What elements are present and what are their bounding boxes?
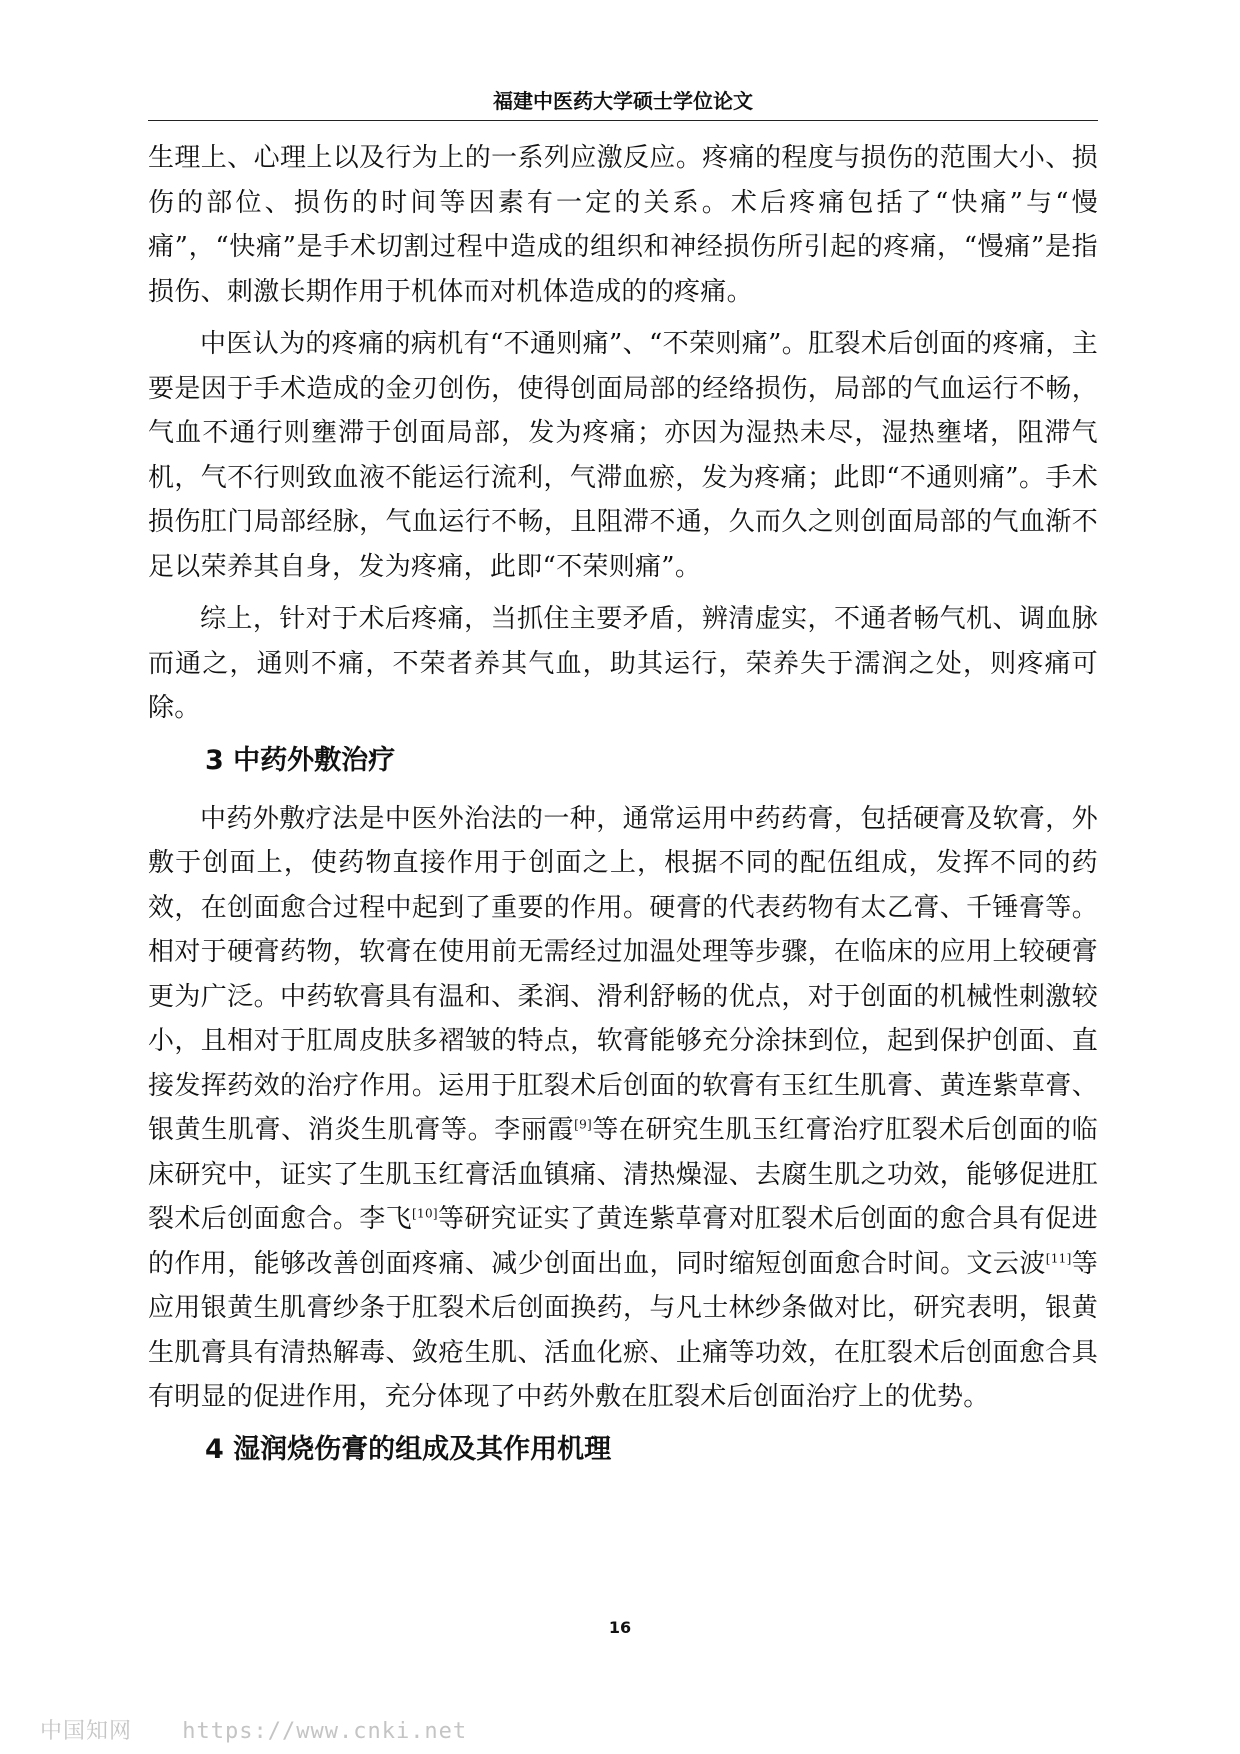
section-heading-4: 4 湿润烧伤膏的组成及其作用机理 — [205, 1433, 612, 1465]
header-title: 福建中医药大学硕士学位论文 — [493, 89, 753, 113]
citation-ref-9[interactable]: [9] — [574, 1117, 592, 1132]
paragraph-text: 等应用银黄生肌膏纱条于肛裂术后创面换药，与凡士林纱条做对比，研究表明，银黄生肌膏具有清热解毒、敛疮生肌、活血化瘀、止痛等功效，在肛裂术后创面愈合具有明显的促进作用，充分体现了中药外敷在肛裂术后创面治疗上的优势。 — [148, 1248, 1098, 1412]
paragraph-text: 等研究证实了黄连紫草膏对肛裂术后创面的愈合具有促进的作用，能够改善创面疼痛、减少创面出血，同时缩短创面愈合时间。文云波 — [148, 1204, 1098, 1279]
paragraph-pain-response: 生理上、心理上以及行为上的一系列应激反应。疼痛的程度与损伤的范围大小、损伤的部位、损伤的时间等因素有一定的关系。术后疼痛包括了“快痛”与“慢痛”，“快痛”是手术切割过程中造成的组织和神经损伤所引起的疼痛，“慢痛”是指损伤、刺激长期作用于机体而对机体造成的的疼痛。 — [148, 143, 1098, 307]
section-heading-3: 3 中药外敷治疗 — [205, 744, 396, 776]
page-number: 16 — [608, 1618, 632, 1637]
citation-ref-11[interactable]: [11] — [1045, 1250, 1072, 1265]
paragraph-external-application — [148, 797, 1098, 1420]
paragraph-text: 中药外敷疗法是中医外治法的一种，通常运用中药药膏，包括硬膏及软膏，外敷于创面上，使药物直接作用于创面之上，根据不同的配伍组成，发挥不同的药效，在创面愈合过程中起到了重要的作用。硬膏的代表药物有太乙膏、千锤膏等。相对于硬膏药物，软膏在使用前无需经过加温处理等步骤，在临床的应用上较硬膏更为广泛。中药软膏具有温和、柔润、滑利舒畅的优点，对于创面的机械性刺激较小，且相对于肛周皮肤多褶皱的特点，软膏能够充分涂抹到位，起到保护创面、直接发挥药效的治疗作用。运用于肛裂术后创面的软膏有玉红生肌膏、黄连紫草膏、银黄生肌膏、消炎生肌膏等。李丽霞 — [148, 803, 1098, 1145]
running-header — [148, 86, 1098, 121]
page-body — [148, 136, 1098, 1486]
citation-ref-10[interactable]: [10] — [412, 1206, 438, 1221]
watermark-logo: 中国知网 — [40, 1719, 133, 1744]
paragraph-text: 等在研究生肌玉红膏治疗肛裂术后创面的临床研究中，证实了生肌玉红膏活血镇痛、清热燥湿、去腐生肌之功效，能够促进肛裂术后创面愈合。李飞 — [148, 1115, 1098, 1234]
cnki-watermark — [40, 1714, 467, 1745]
paragraph-summary: 综上，针对于术后疼痛，当抓住主要矛盾，辨清虚实，不通者畅气机、调血脉而通之，通则不痛，不荣者养其气血，助其运行，荣养失于濡润之处，则疼痛可除。 — [148, 604, 1098, 723]
paragraph-tcm-pain-mechanism: 中医认为的疼痛的病机有“不通则痛”、“不荣则痛”。肛裂术后创面的疼痛，主要是因于手术造成的金刃创伤，使得创面局部的经络损伤，局部的气血运行不畅，气血不通行则壅滞于创面局部，发为疼痛；亦因为湿热未尽，湿热壅堵，阻滞气机，气不行则致血液不能运行流利，气滞血瘀，发为疼痛；此即“不通则痛”。手术损伤肛门局部经脉，气血运行不畅，且阻滞不通，久而久之则创面局部的气血渐不足以荣养其自身，发为疼痛，此即“不荣则痛”。 — [148, 329, 1098, 582]
watermark-url: https://www.cnki.net — [182, 1719, 468, 1744]
